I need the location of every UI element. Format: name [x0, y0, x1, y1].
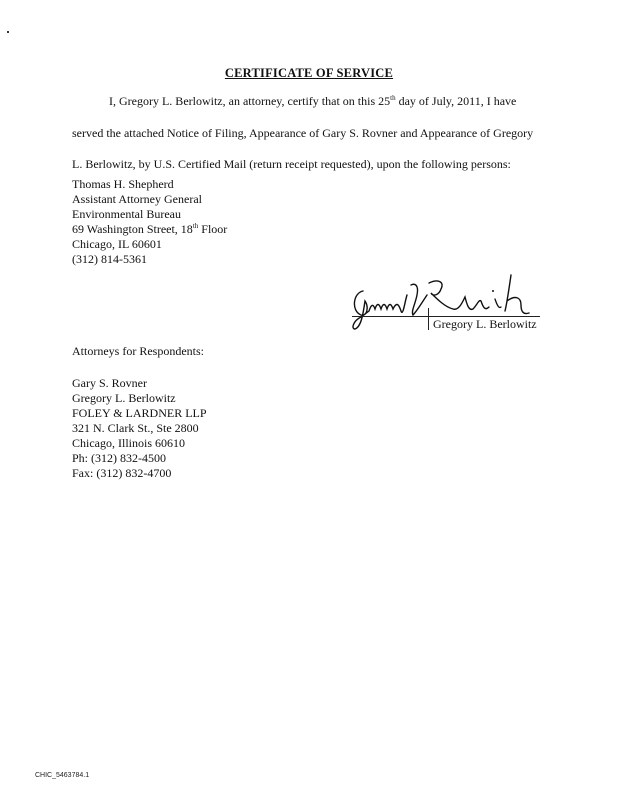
signature-line-tick: [428, 308, 429, 330]
firm-city: Chicago, Illinois 60610: [72, 436, 185, 450]
certification-line-2: served the attached Notice of Filing, Appearance of Gary S. Rovner and Appearance of Gregory: [72, 126, 534, 140]
certification-line-1-pre: I, Gregory L. Berlowitz, an attorney, certify that on this 25: [109, 94, 391, 108]
attorneys-heading: Attorneys for Respondents:: [72, 344, 204, 358]
certification-line-1-post: day of July, 2011, I have: [395, 94, 517, 108]
recipient-title: Assistant Attorney General: [72, 192, 202, 206]
recipient-floor-suffix: th: [192, 222, 199, 230]
certification-line-3: L. Berlowitz, by U.S. Certified Mail (return receipt requested), upon the following persons:: [72, 157, 511, 171]
firm-phone: Ph: (312) 832-4500: [72, 451, 166, 465]
recipient-street: [72, 222, 227, 237]
scan-speck: [7, 31, 9, 33]
firm-street: 321 N. Clark St., Ste 2800: [72, 421, 199, 435]
recipient-address-block: [72, 177, 227, 267]
attorneys-address-block: [72, 376, 207, 481]
recipient-name: Thomas H. Shepherd: [72, 177, 174, 191]
page-title: CERTIFICATE OF SERVICE: [224, 66, 394, 80]
recipient-street-pre: 69 Washington Street, 18: [72, 222, 193, 236]
recipient-phone: (312) 814-5361: [72, 252, 147, 266]
recipient-city: Chicago, IL 60601: [72, 237, 162, 251]
document-id: CHIC_5463784.1: [35, 772, 90, 779]
certification-day-suffix: th: [390, 94, 396, 102]
attorney-name-1: Gary S. Rovner: [72, 376, 147, 390]
recipient-bureau: Environmental Bureau: [72, 207, 181, 221]
signatory-name: Gregory L. Berlowitz: [433, 317, 537, 331]
firm-fax: Fax: (312) 832-4700: [72, 466, 172, 480]
certification-line-1: [109, 94, 516, 109]
recipient-street-post: Floor: [198, 222, 228, 236]
attorney-name-2: Gregory L. Berlowitz: [72, 391, 176, 405]
law-firm-name: FOLEY & LARDNER LLP: [72, 406, 207, 420]
